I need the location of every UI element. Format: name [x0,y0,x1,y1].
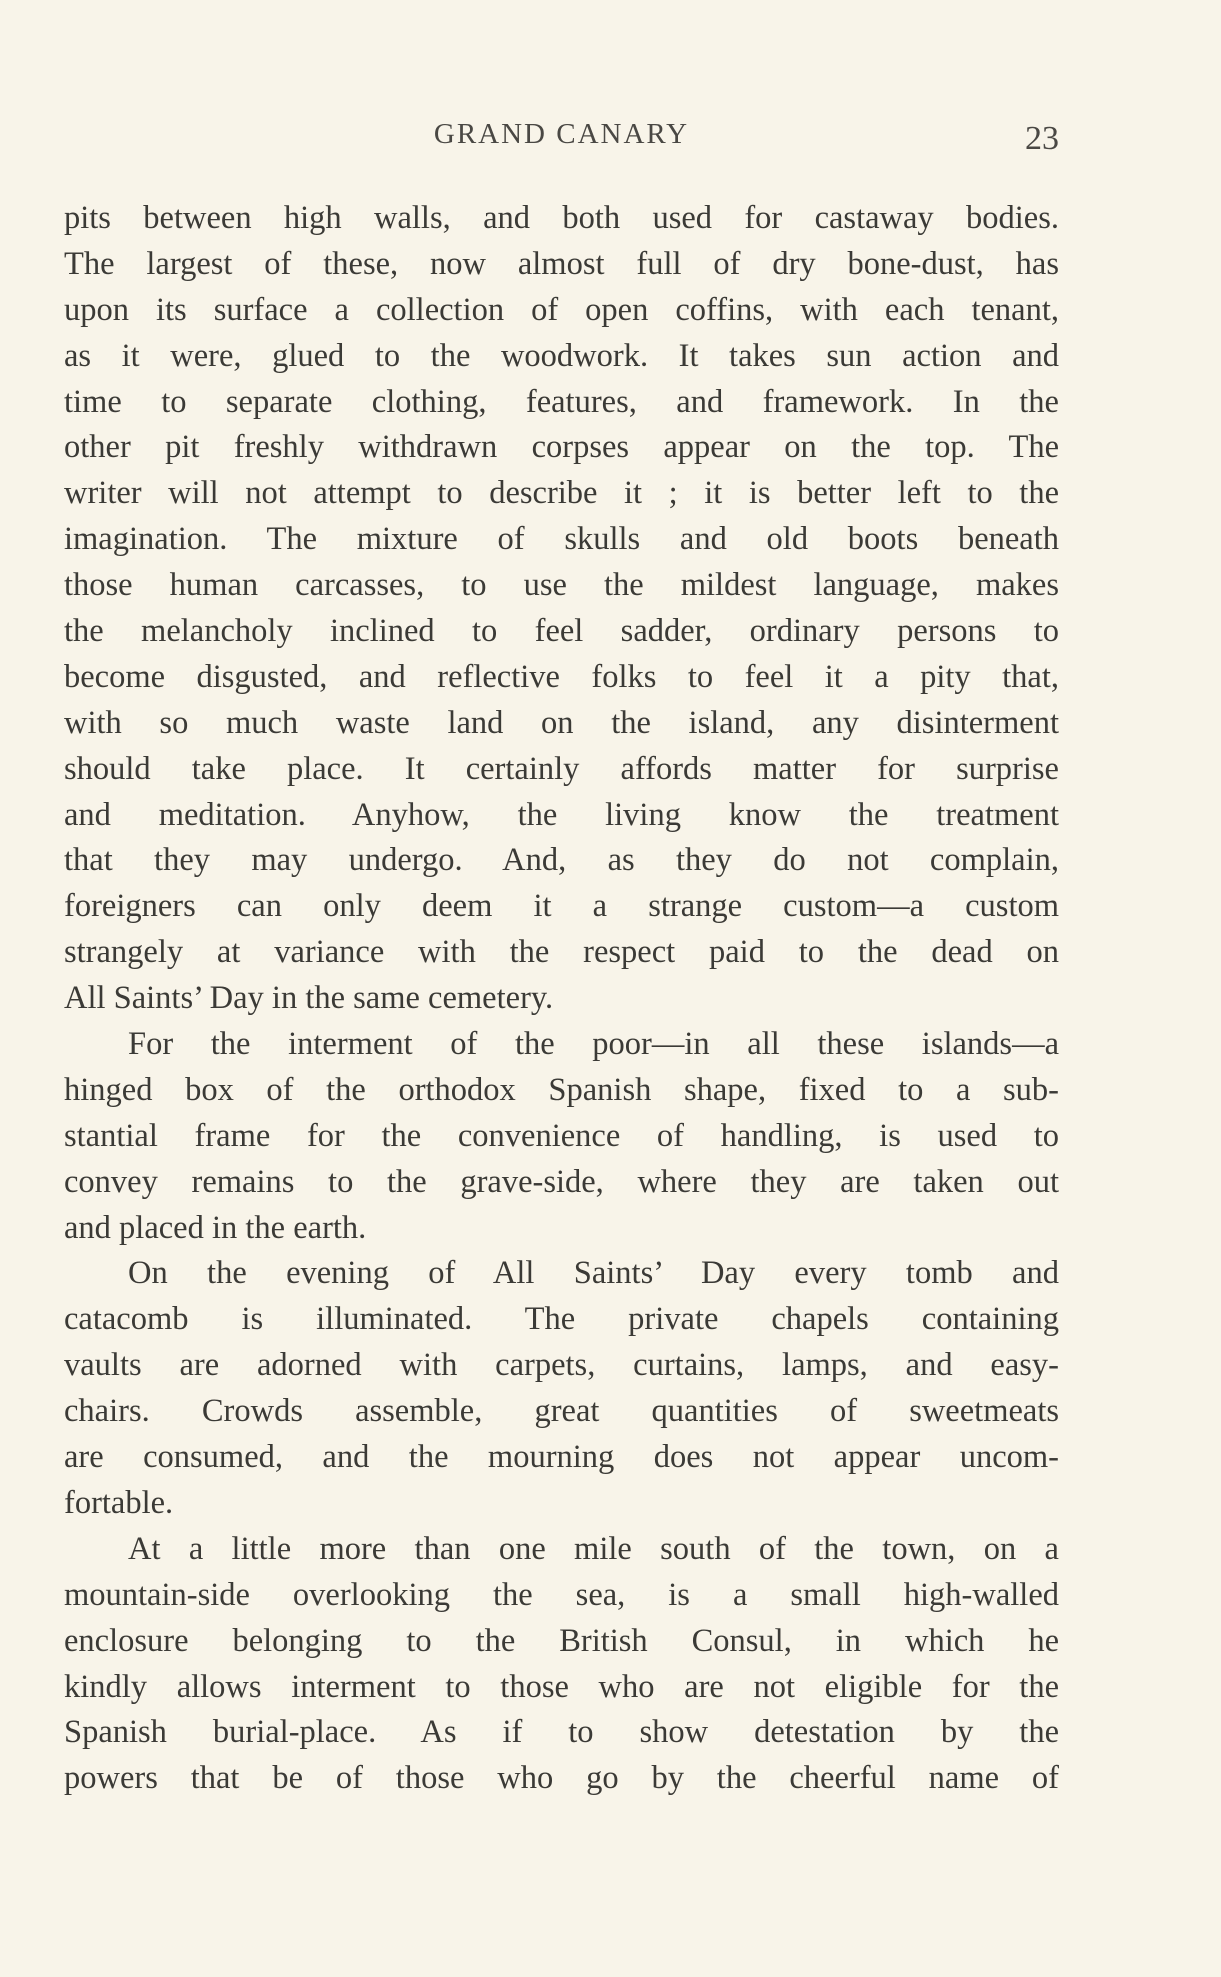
text-line: convey remains to the grave-side, where they are taken out [64,1163,1059,1200]
text-line: On the evening of All Saints’ Day every tomb and [128,1255,1059,1292]
text-line: The largest of these, now almost full of dry bone-dust, has [64,245,1059,282]
text-line: mountain-side overlooking the sea, is a small high-walled [64,1576,1059,1613]
text-line: chairs. Crowds assemble, great quantities of sweetmeats [64,1393,1059,1430]
text-line: and meditation. Anyhow, the living know the treatment [64,796,1059,833]
text-line: Spanish burial-place. As if to show detestation by the [64,1714,1059,1751]
text-line: vaults are adorned with carpets, curtains, lamps, and easy- [64,1347,1059,1384]
text-line: enclosure belonging to the British Consul, in which he [64,1622,1059,1659]
text-line: with so much waste land on the island, any disinterment [64,704,1059,741]
text-line: At a little more than one mile south of the town, on a [128,1530,1059,1567]
text-line: those human carcasses, to use the mildest language, makes [64,567,1059,604]
body-text [64,196,1059,1802]
text-line: foreigners can only deem it a strange custom—a custom [64,888,1059,925]
text-line: time to separate clothing, features, and framework. In the [64,383,1059,420]
text-line: catacomb is illuminated. The private chapels containing [64,1301,1059,1338]
text-line: upon its surface a collection of open coffins, with each tenant, [64,291,1059,328]
text-line: strangely at variance with the respect paid to the dead on [64,934,1059,971]
text-line: are consumed, and the mourning does not appear uncom- [64,1439,1059,1476]
text-line: should take place. It certainly affords matter for surprise [64,750,1059,787]
text-line: the melancholy inclined to feel sadder, ordinary persons to [64,613,1059,650]
text-line: powers that be of those who go by the cheerful name of [64,1760,1059,1797]
paragraph [64,1022,1059,1251]
text-line: writer will not attempt to describe it ; it is better left to the [64,475,1059,512]
text-line: become disgusted, and reflective folks to feel it a pity that, [64,658,1059,695]
text-line: that they may undergo. And, as they do not complain, [64,842,1059,879]
running-head [64,118,1059,164]
paragraph [64,196,1059,1022]
text-line: other pit freshly withdrawn corpses appear on the top. The [64,429,1059,466]
paragraph [64,1251,1059,1526]
page-number: 23 [1025,120,1059,157]
text-line: imagination. The mixture of skulls and old boots beneath [64,521,1059,558]
running-title: GRAND CANARY [433,118,690,150]
paragraph [64,1527,1059,1802]
text-line: hinged box of the orthodox Spanish shape, fixed to a sub- [64,1071,1059,1108]
text-line: and placed in the earth. [64,1209,367,1246]
text-line: All Saints’ Day in the same cemetery. [64,980,554,1017]
text-line: fortable. [64,1484,174,1521]
text-line: For the interment of the poor—in all these islands—a [128,1026,1059,1063]
text-line: as it were, glued to the woodwork. It takes sun action and [64,337,1059,374]
text-line: stantial frame for the convenience of handling, is used to [64,1117,1059,1154]
text-line: kindly allows interment to those who are not eligible for the [64,1668,1059,1705]
text-line: pits between high walls, and both used for castaway bodies. [64,200,1059,236]
